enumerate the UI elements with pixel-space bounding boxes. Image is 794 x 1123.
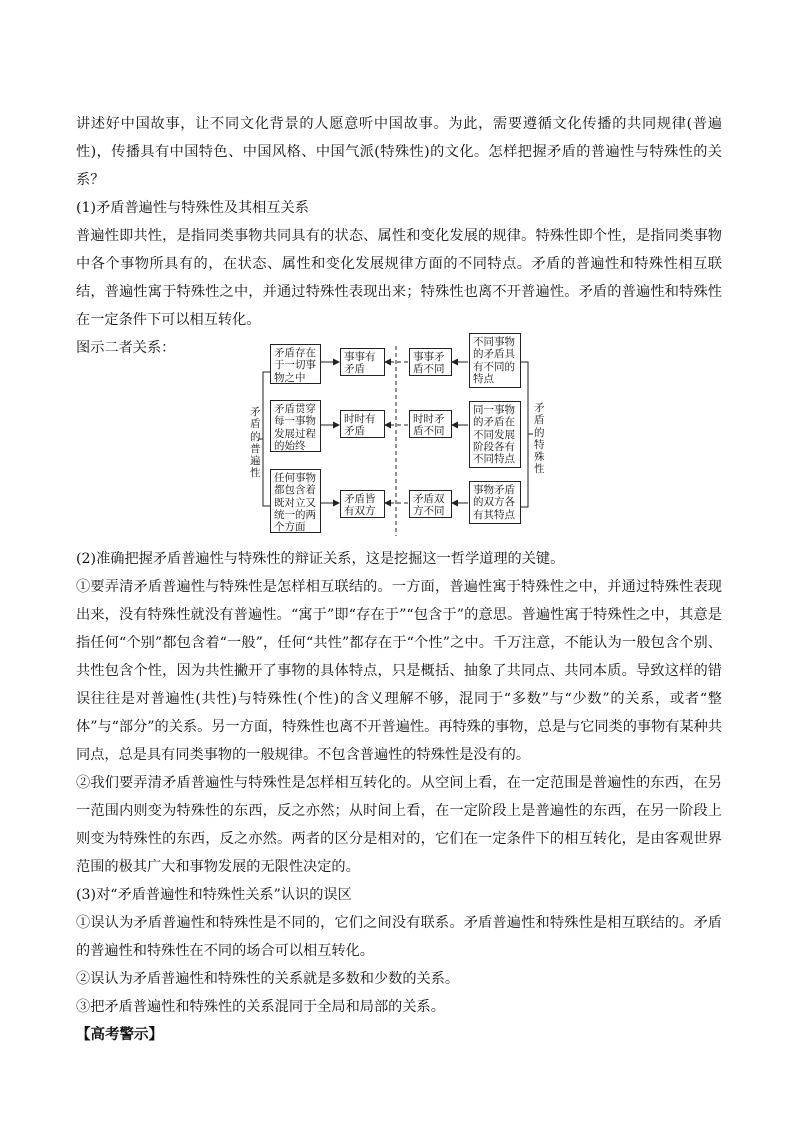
left-label-universality: 矛盾的普遍性: [250, 406, 261, 480]
section3-item3: ③把矛盾普遍性和特殊性的关系混同于全局和局部的关系。: [76, 999, 445, 1015]
box-c4-r1: 不同事物的矛盾具有不同的特点: [469, 333, 521, 388]
section3-item1: ①误认为矛盾普遍性和特殊性是不同的，它们之间没有联系。矛盾普遍性和特殊性是相互联结的。矛盾的普遍性和特殊性在不同的场合可以相互转化。: [76, 915, 722, 959]
right-brace: [521, 362, 533, 507]
body-block: [76, 545, 722, 1049]
section3-item2: ②误认为矛盾普遍性和特殊性的关系就是多数和少数的关系。: [76, 971, 460, 987]
diagram-caption: 图示二者关系：: [76, 340, 176, 356]
box-c2-r3: 矛盾皆有双方: [340, 490, 385, 518]
box-c4-r3: 事物矛盾的双方各有其特点: [469, 481, 521, 524]
section2-paragraph2: ②我们要弄清矛盾普遍性与特殊性是怎样相互转化的。从空间上看，在一定范围是普遍性的东西，在另一范围内则变为特殊性的东西，反之亦然；从时间上看，在一定阶段上是普遍性的东西，在另一阶段上则变为特殊性的东西，反之亦然。两者的区分是相对的，它们在一定条件下的相互转化，是由客观世界范围的极其广大和事物发展的无限性决定的。: [76, 775, 722, 875]
box-c1-r2: 矛盾贯穿每一事物发展过程的始终: [270, 400, 321, 452]
section1-paragraph: 普遍性即共性，是指同类事物共同具有的状态、属性和变化发展的规律。特殊性即个性，是指同类事物中各个事物所具有的，在状态、属性和变化发展规律方面的不同特点。矛盾的普遍性和特殊性相互联结，普遍性寓于特殊性之中，并通过特殊性表现出来；特殊性也离不开普遍性。矛盾的普遍性和特殊性在一定条件下可以相互转化。: [76, 228, 722, 328]
box-c4-r2: 同一事物的矛盾在不同发展阶段各有不同特点: [469, 401, 521, 468]
section2-paragraph1: ①要弄清矛盾普遍性与特殊性是怎样相互联结的。一方面，普遍性寓于特殊性之中，并通过特殊性表现出来，没有特殊性就没有普遍性。“寓于”即“存在于”“包含于”的意思。普遍性寓于特殊性之中，其意是指任何“个别”都包含着“一般”，任何“共性”都存在于“个性”之中。千万注意，不能认为一般包含个别、共性包含个性，因为共性撇开了事物的具体特点，只是概括、抽象了共同点、共同本质。导致这样的错误往往是对普遍性(共性)与特殊性(个性)的含义理解不够，混同于“多数”与“少数”的关系，或者“整体”与“部分”的关系。另一方面，特殊性也离不开普遍性。再特殊的事物，总是与它同类的事物有某种共同点，总是具有同类事物的一般规律。不包含普遍性的特殊性是没有的。: [76, 579, 723, 763]
section2-heading: (2)准确把握矛盾普遍性与特殊性的辩证关系，这是挖掘这一哲学道理的关键。: [76, 551, 565, 567]
warning-heading: 【高考警示】: [76, 1027, 163, 1043]
section1-heading: (1)矛盾普遍性与特殊性及其相互关系: [76, 200, 309, 216]
intro-block: [76, 110, 722, 362]
box-c1-r1: 矛盾存在于一切事物之中: [270, 344, 321, 384]
box-c2-r2: 时时有矛盾: [340, 410, 385, 438]
section3-heading: (3)对“矛盾普遍性和特殊性关系”认识的误区: [76, 887, 352, 903]
box-c3-r1: 事事矛盾不同: [409, 348, 452, 376]
box-c3-r3: 矛盾双方不同: [409, 490, 452, 518]
intro-paragraph: 讲述好中国故事，让不同文化背景的人愿意听中国故事。为此，需要遵循文化传播的共同规律(普遍性)，传播具有中国特色、中国风格、中国气派(特殊性)的文化。怎样把握矛盾的普遍性与特殊性的关系？: [76, 116, 722, 188]
box-c2-r1: 事事有矛盾: [340, 348, 385, 376]
box-c3-r2: 时时矛盾不同: [409, 410, 452, 438]
right-label-particularity: 矛盾的特殊性: [534, 402, 545, 476]
box-c1-r3: 任何事物都包含着既对立又统一的两个方面: [270, 469, 321, 533]
